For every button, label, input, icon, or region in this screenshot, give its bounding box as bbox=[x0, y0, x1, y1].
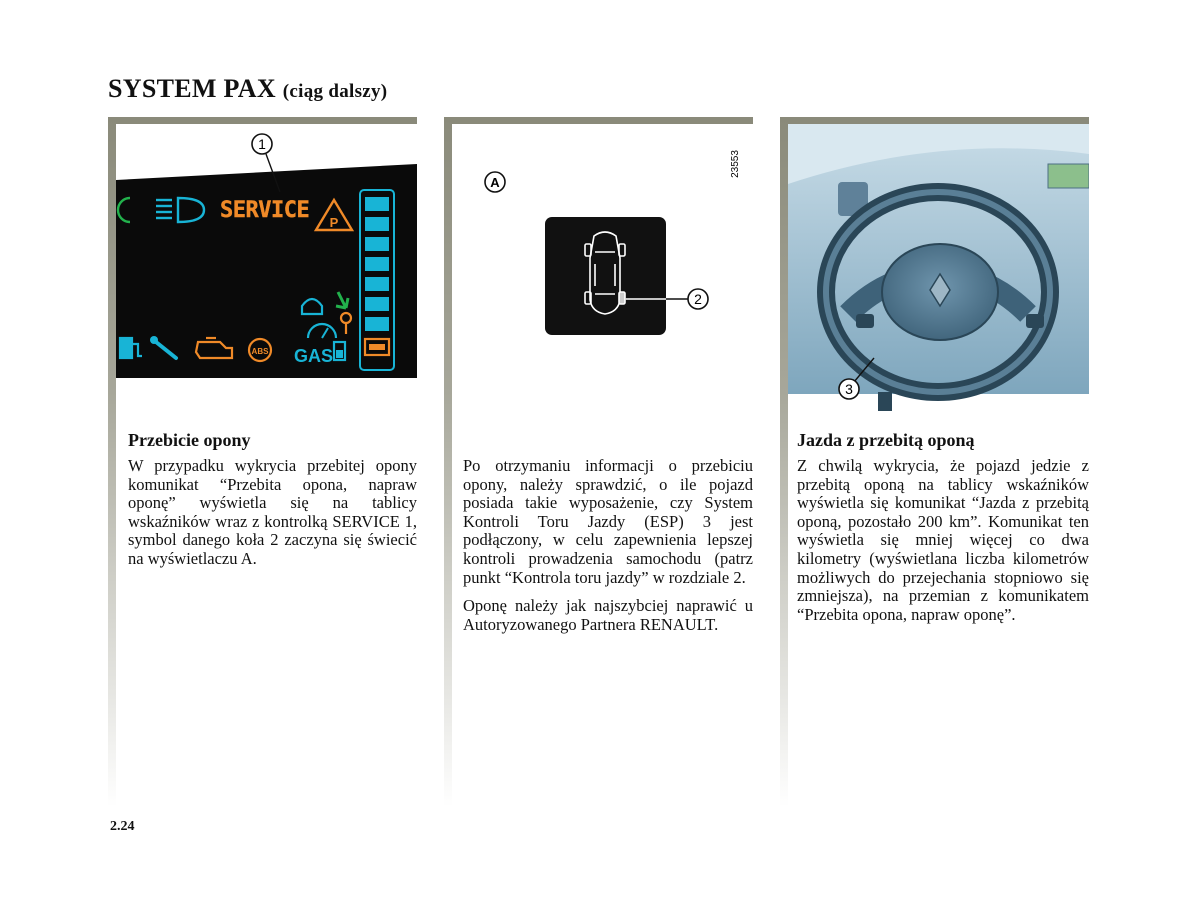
page-title bbox=[108, 74, 387, 104]
right-switch bbox=[1026, 314, 1044, 328]
gas-label: GAS bbox=[294, 346, 334, 366]
dashboard-display-svg bbox=[116, 124, 417, 378]
paragraph: Oponę należy jak najszybciej naprawić u Autoryzowanego Partnera RENAULT. bbox=[463, 596, 753, 634]
col2-text bbox=[463, 457, 753, 644]
paragraph: Po otrzymaniu informacji o przebiciu opony, należy sprawdzić, o ile pojazd posiada takie wyposażenie, czy System Kontroli Toru Jazdy (ESP) 3 jest podłączony, w celu zapewnienia lepszej kontroli prowadzenia samochodu (patrz punkt “Kontrola toru jazdy” w rozdziale 2. bbox=[463, 456, 753, 587]
column-side-rule bbox=[444, 117, 452, 807]
callout-3-label: 3 bbox=[845, 381, 853, 397]
abs-label: ABS bbox=[251, 347, 269, 356]
section-heading-flat-tire: Przebicie opony bbox=[128, 430, 251, 450]
steering-wheel-illustration bbox=[788, 124, 1089, 411]
paragraph: W przypadku wykrycia przebitej opony komunikat “Przebita opona, napraw oponę” wyświetla się na tablicy wskaźników wraz z kontrolką SERVICE 1, symbol danego koła 2 zaczyna się świecić na wyświetlaczu A. bbox=[128, 456, 417, 568]
callout-1-label: 1 bbox=[258, 136, 266, 152]
column-side-rule bbox=[780, 117, 788, 807]
steering-column bbox=[878, 392, 892, 411]
title-main: SYSTEM PAX bbox=[108, 74, 276, 103]
col3-text bbox=[797, 457, 1089, 634]
section-heading-driving-flat: Jazda z przebitą oponą bbox=[797, 430, 975, 450]
parking-warning-letter: P bbox=[329, 215, 339, 230]
steering-wheel-figure bbox=[788, 124, 1089, 411]
column-3 bbox=[780, 117, 1089, 807]
figure-ref-number: 23553 bbox=[730, 150, 741, 178]
paragraph: Z chwilą wykrycia, że pojazd jedzie z przebitą oponą na tablicy wskaźników wyświetla się komunikat “Jazda z przebitą oponą, pozostało 200 km”. Komunikat ten wyświetla się mniej więcej co dwa kilometry (wyświetlana liczba kilometrów możliwych do przejechania stopniowo się zmniejsza), na przemian z komunikatem “Przebita opona, napraw oponę”. bbox=[797, 456, 1089, 624]
service-warning: SERVICE bbox=[220, 198, 310, 223]
column-1 bbox=[108, 117, 417, 807]
left-switch bbox=[856, 314, 874, 328]
wheel-display-figure bbox=[452, 124, 753, 354]
column-side-rule bbox=[108, 117, 116, 807]
wheel-display-svg bbox=[452, 124, 753, 354]
col1-text bbox=[128, 457, 417, 579]
page-number: 2.24 bbox=[110, 819, 135, 834]
title-subtitle: (ciąg dalszy) bbox=[282, 81, 388, 102]
dashboard-display-figure bbox=[116, 124, 417, 378]
callout-2-label: 2 bbox=[694, 291, 702, 307]
column-rule bbox=[780, 117, 1089, 124]
display-screen bbox=[545, 217, 666, 335]
column-rule bbox=[108, 117, 417, 124]
display-screen bbox=[1048, 164, 1089, 188]
column-2 bbox=[444, 117, 753, 807]
label-a: A bbox=[490, 175, 500, 190]
column-rule bbox=[444, 117, 753, 124]
